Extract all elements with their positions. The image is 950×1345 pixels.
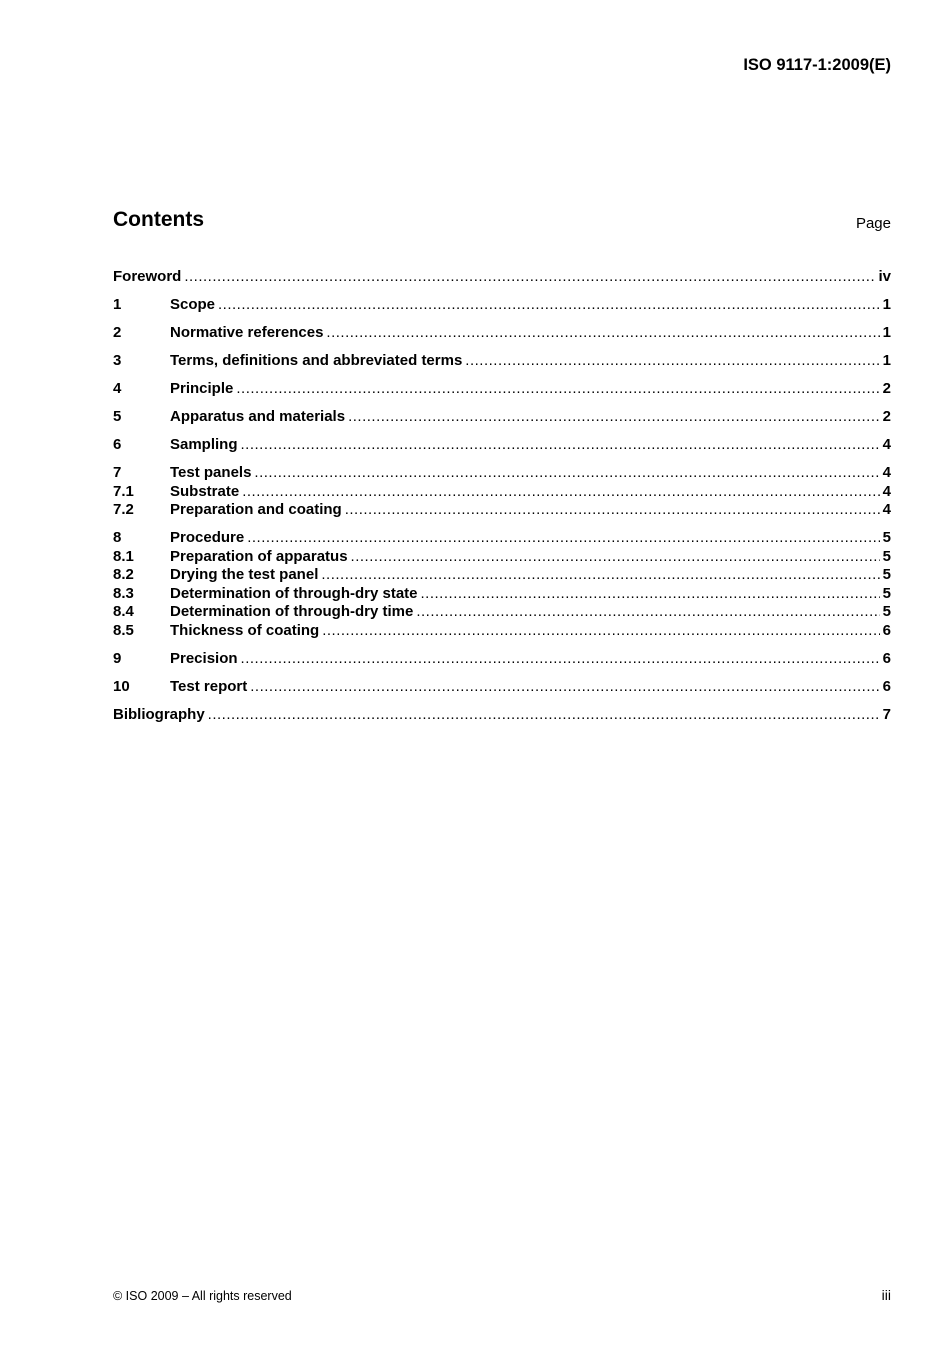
contents-heading: Contents: [113, 208, 204, 231]
toc-entry-page: 5: [882, 603, 891, 620]
toc-entry[interactable]: [113, 296, 891, 315]
toc-entry[interactable]: [113, 268, 891, 287]
toc-entry-page: 4: [882, 464, 891, 481]
toc-entry-page: iv: [878, 268, 891, 285]
toc-entry-title: Test report: [170, 677, 248, 695]
toc-entry-number: 3: [113, 352, 122, 369]
toc-entry-page: 2: [882, 408, 891, 425]
toc-entry-title: Procedure: [170, 529, 245, 546]
toc-dot-leader: [254, 464, 879, 483]
toc-entry[interactable]: [113, 464, 891, 483]
toc-entry-title: Thickness of coating: [170, 621, 320, 639]
toc-entry-page: 4: [882, 501, 891, 518]
toc-entry-title: Scope: [170, 296, 216, 313]
toc-entry-page: 5: [882, 584, 891, 602]
toc-dot-leader: [241, 650, 880, 669]
toc-entry-page: 5: [882, 529, 891, 546]
footer-page-number: iii: [881, 1287, 891, 1303]
toc-dot-leader: [208, 706, 880, 725]
toc-dot-leader: [218, 296, 880, 315]
toc-entry-title: Principle: [170, 380, 234, 397]
toc-entry-number: 5: [113, 408, 122, 425]
toc-entry-title: Substrate: [170, 482, 240, 500]
toc-dot-leader: [345, 501, 880, 520]
toc-entry[interactable]: [113, 324, 891, 343]
toc-dot-leader: [326, 324, 879, 343]
toc-dot-leader: [321, 566, 879, 585]
toc-entry-number: 7.1: [113, 482, 134, 500]
toc-entry-page: 4: [882, 482, 891, 500]
toc-entry[interactable]: [113, 678, 891, 697]
toc-entry[interactable]: [113, 706, 891, 725]
toc-entry-page: 6: [882, 621, 891, 639]
toc-entry[interactable]: [113, 483, 891, 502]
toc-entry-number: 9: [113, 649, 122, 667]
toc-entry-page: 2: [882, 380, 891, 397]
toc-dot-leader: [236, 380, 879, 399]
toc-entry-page: 6: [882, 649, 891, 667]
toc-entry-page: 6: [882, 677, 891, 695]
toc-entry-title: Foreword: [113, 268, 182, 285]
toc-entry-number: 8.4: [113, 603, 134, 620]
toc-entry[interactable]: [113, 548, 891, 567]
toc-entry-number: 7.2: [113, 501, 134, 518]
toc-entry-title: Normative references: [170, 324, 324, 341]
toc-entry-number: 1: [113, 296, 122, 313]
toc-entry-number: 2: [113, 324, 122, 341]
toc-entry-number: 8: [113, 529, 122, 546]
toc-dot-leader: [247, 529, 879, 548]
toc-entry[interactable]: [113, 501, 891, 520]
toc-entry-title: Test panels: [170, 464, 252, 481]
toc-entry[interactable]: [113, 529, 891, 548]
toc-entry-title: Determination of through-dry time: [170, 603, 414, 620]
toc-dot-leader: [250, 678, 879, 697]
document-id: ISO 9117-1:2009(E): [743, 56, 891, 74]
toc-entry-number: 8.5: [113, 621, 134, 639]
toc-entry-number: 7: [113, 464, 122, 481]
toc-entry[interactable]: [113, 650, 891, 669]
toc-entry-title: Preparation and coating: [170, 501, 342, 518]
toc-entry-title: Apparatus and materials: [170, 408, 346, 425]
toc-dot-leader: [351, 548, 880, 567]
toc-entry[interactable]: [113, 585, 891, 604]
toc-entry-number: 6: [113, 436, 122, 453]
toc-dot-leader: [241, 436, 880, 455]
toc-entry-title: Precision: [170, 649, 238, 667]
toc-entry[interactable]: [113, 622, 891, 641]
toc-entry-number: 4: [113, 380, 122, 397]
toc-entry[interactable]: [113, 408, 891, 427]
page-column-label: Page: [855, 215, 891, 232]
toc-entry-number: 10: [113, 677, 130, 695]
table-of-contents: [113, 268, 891, 724]
toc-entry-title: Drying the test panel: [170, 566, 319, 583]
toc-entry-title: Bibliography: [113, 705, 205, 723]
toc-entry-page: 5: [882, 547, 891, 565]
toc-entry-number: 8.3: [113, 584, 134, 602]
toc-entry-page: 5: [882, 566, 891, 583]
toc-entry[interactable]: [113, 603, 891, 622]
toc-entry-page: 1: [882, 352, 891, 369]
toc-entry-page: 1: [882, 324, 891, 341]
toc-entry-title: Determination of through-dry state: [170, 584, 418, 602]
toc-entry[interactable]: [113, 352, 891, 371]
toc-entry-title: Sampling: [170, 436, 238, 453]
toc-entry[interactable]: [113, 380, 891, 399]
toc-dot-leader: [416, 603, 879, 622]
toc-dot-leader: [184, 268, 875, 287]
toc-dot-leader: [421, 585, 880, 604]
toc-entry-page: 1: [882, 296, 891, 313]
toc-entry-page: 4: [882, 436, 891, 453]
toc-entry-number: 8.2: [113, 566, 134, 583]
toc-entry-number: 8.1: [113, 547, 134, 565]
toc-dot-leader: [348, 408, 880, 427]
toc-entry-page: 7: [882, 705, 891, 723]
toc-dot-leader: [465, 352, 879, 371]
toc-entry[interactable]: [113, 436, 891, 455]
footer-copyright: © ISO 2009 – All rights reserved: [113, 1289, 292, 1303]
toc-dot-leader: [322, 622, 879, 641]
toc-entry-title: Preparation of apparatus: [170, 547, 348, 565]
toc-dot-leader: [242, 483, 879, 502]
toc-entry[interactable]: [113, 566, 891, 585]
toc-entry-title: Terms, definitions and abbreviated terms: [170, 352, 463, 369]
